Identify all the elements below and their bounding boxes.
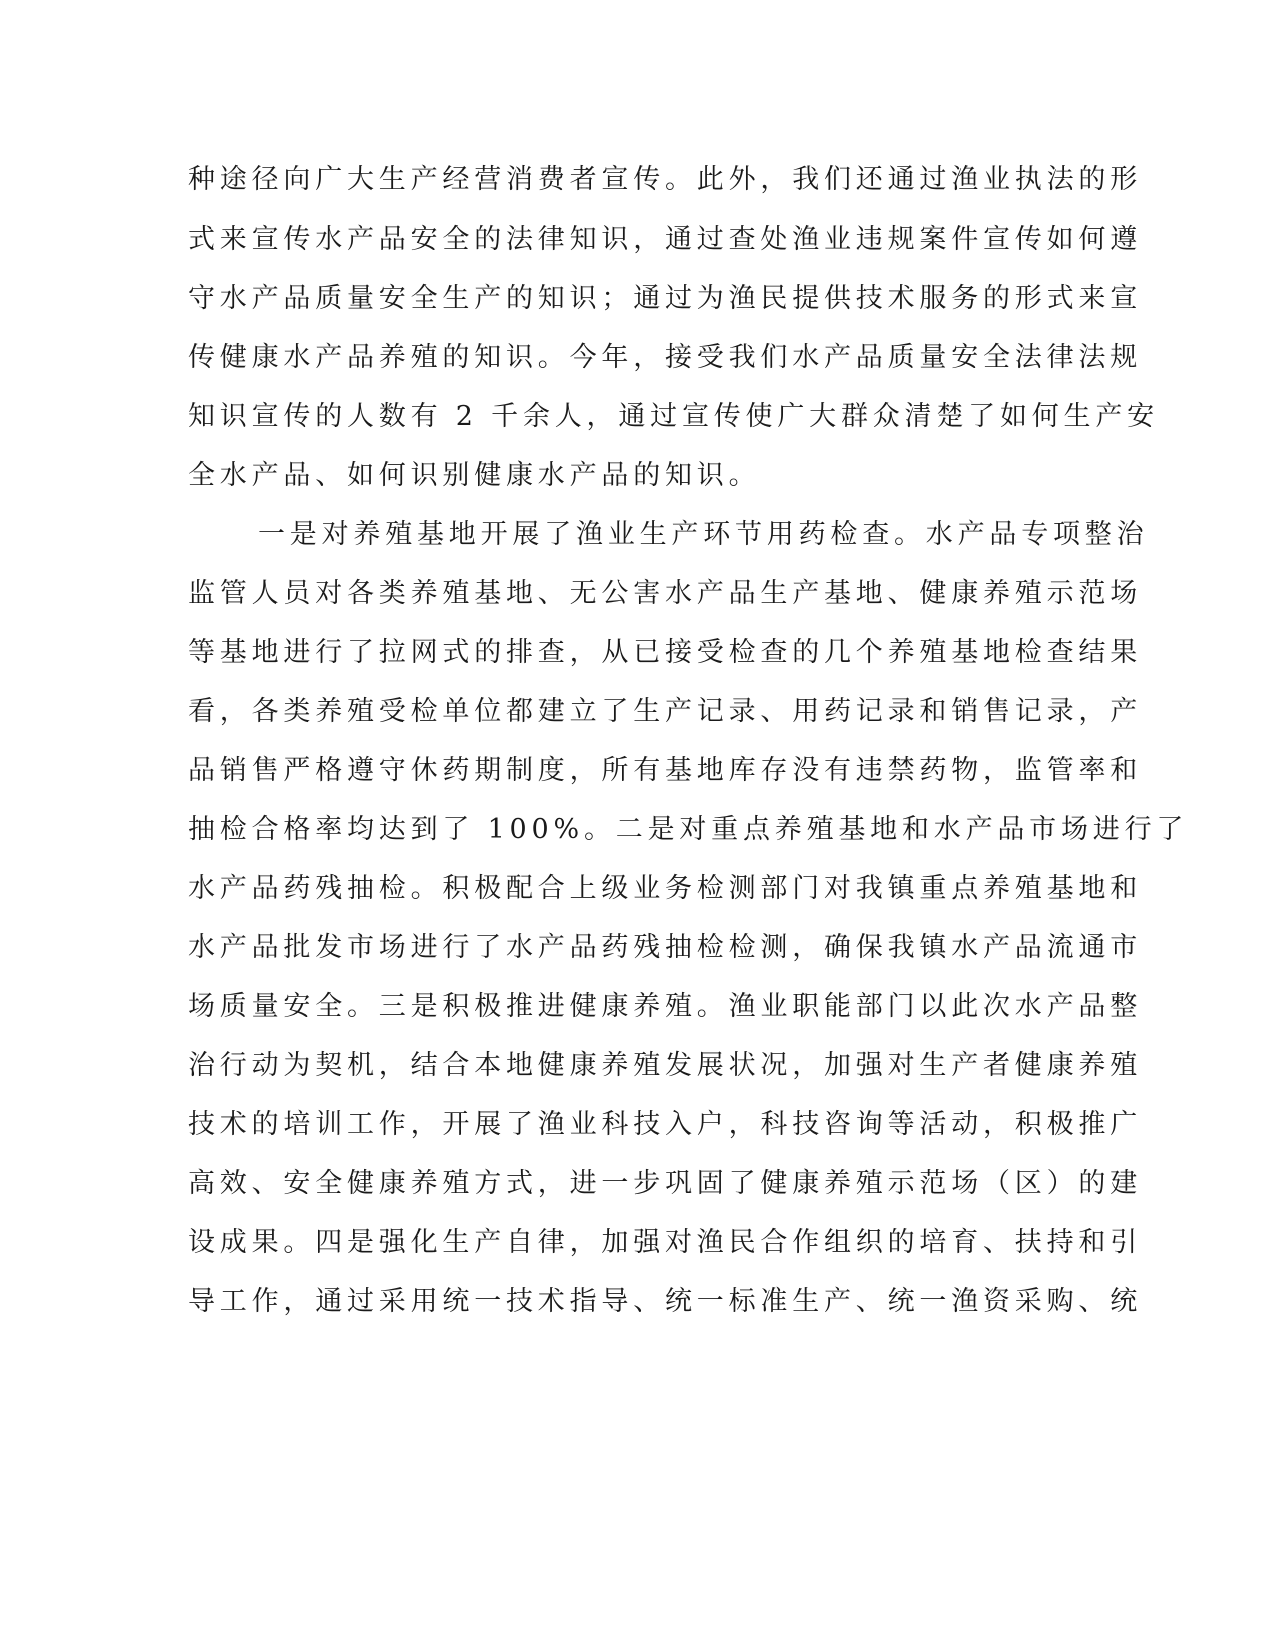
paragraph-1-line-4: 传健康水产品养殖的知识。今年，接受我们水产品质量安全法律法规 [188, 342, 1142, 373]
paragraph-1-line-6: 全水产品、如何识别健康水产品的知识。 [188, 460, 761, 491]
paragraph-2-line-12: 高效、安全健康养殖方式，进一步巩固了健康养殖示范场（区）的建 [188, 1168, 1142, 1199]
paragraph-2-line-5: 品销售严格遵守休药期制度，所有基地库存没有违禁药物，监管率和 [188, 755, 1142, 786]
paragraph-2-line-14: 导工作，通过采用统一技术指导、统一标准生产、统一渔资采购、统 [188, 1286, 1142, 1317]
paragraph-2-line-8: 水产品批发市场进行了水产品药残抽检检测，确保我镇水产品流通市 [188, 932, 1142, 963]
paragraph-2-line-7: 水产品药残抽检。积极配合上级业务检测部门对我镇重点养殖基地和 [188, 873, 1142, 904]
paragraph-1-line-1: 种途径向广大生产经营消费者宣传。此外，我们还通过渔业执法的形 [188, 164, 1142, 195]
paragraph-1-line-3: 守水产品质量安全生产的知识；通过为渔民提供技术服务的形式来宣 [188, 283, 1142, 314]
paragraph-2-line-6: 抽检合格率均达到了 100%。二是对重点养殖基地和水产品市场进行了 [188, 814, 1189, 845]
paragraph-2-line-11: 技术的培训工作，开展了渔业科技入户，科技咨询等活动，积极推广 [188, 1109, 1142, 1140]
paragraph-2-line-3: 等基地进行了拉网式的排查，从已接受检查的几个养殖基地检查结果 [188, 637, 1142, 668]
paragraph-2-line-9: 场质量安全。三是积极推进健康养殖。渔业职能部门以此次水产品整 [188, 991, 1142, 1022]
paragraph-2-line-10: 治行动为契机，结合本地健康养殖发展状况，加强对生产者健康养殖 [188, 1050, 1142, 1081]
paragraph-1-line-5: 知识宣传的人数有 2 千余人，通过宣传使广大群众清楚了如何生产安 [188, 401, 1159, 432]
paragraph-2-line-4: 看，各类养殖受检单位都建立了生产记录、用药记录和销售记录，产 [188, 696, 1142, 727]
paragraph-1-line-2: 式来宣传水产品安全的法律知识，通过查处渔业违规案件宣传如何遵 [188, 224, 1142, 255]
paragraph-2-line-13: 设成果。四是强化生产自律，加强对渔民合作组织的培育、扶持和引 [188, 1227, 1142, 1258]
paragraph-2-line-2: 监管人员对各类养殖基地、无公害水产品生产基地、健康养殖示范场 [188, 578, 1142, 609]
paragraph-2-line-1: 一是对养殖基地开展了渔业生产环节用药检查。水产品专项整治 [258, 519, 1149, 550]
